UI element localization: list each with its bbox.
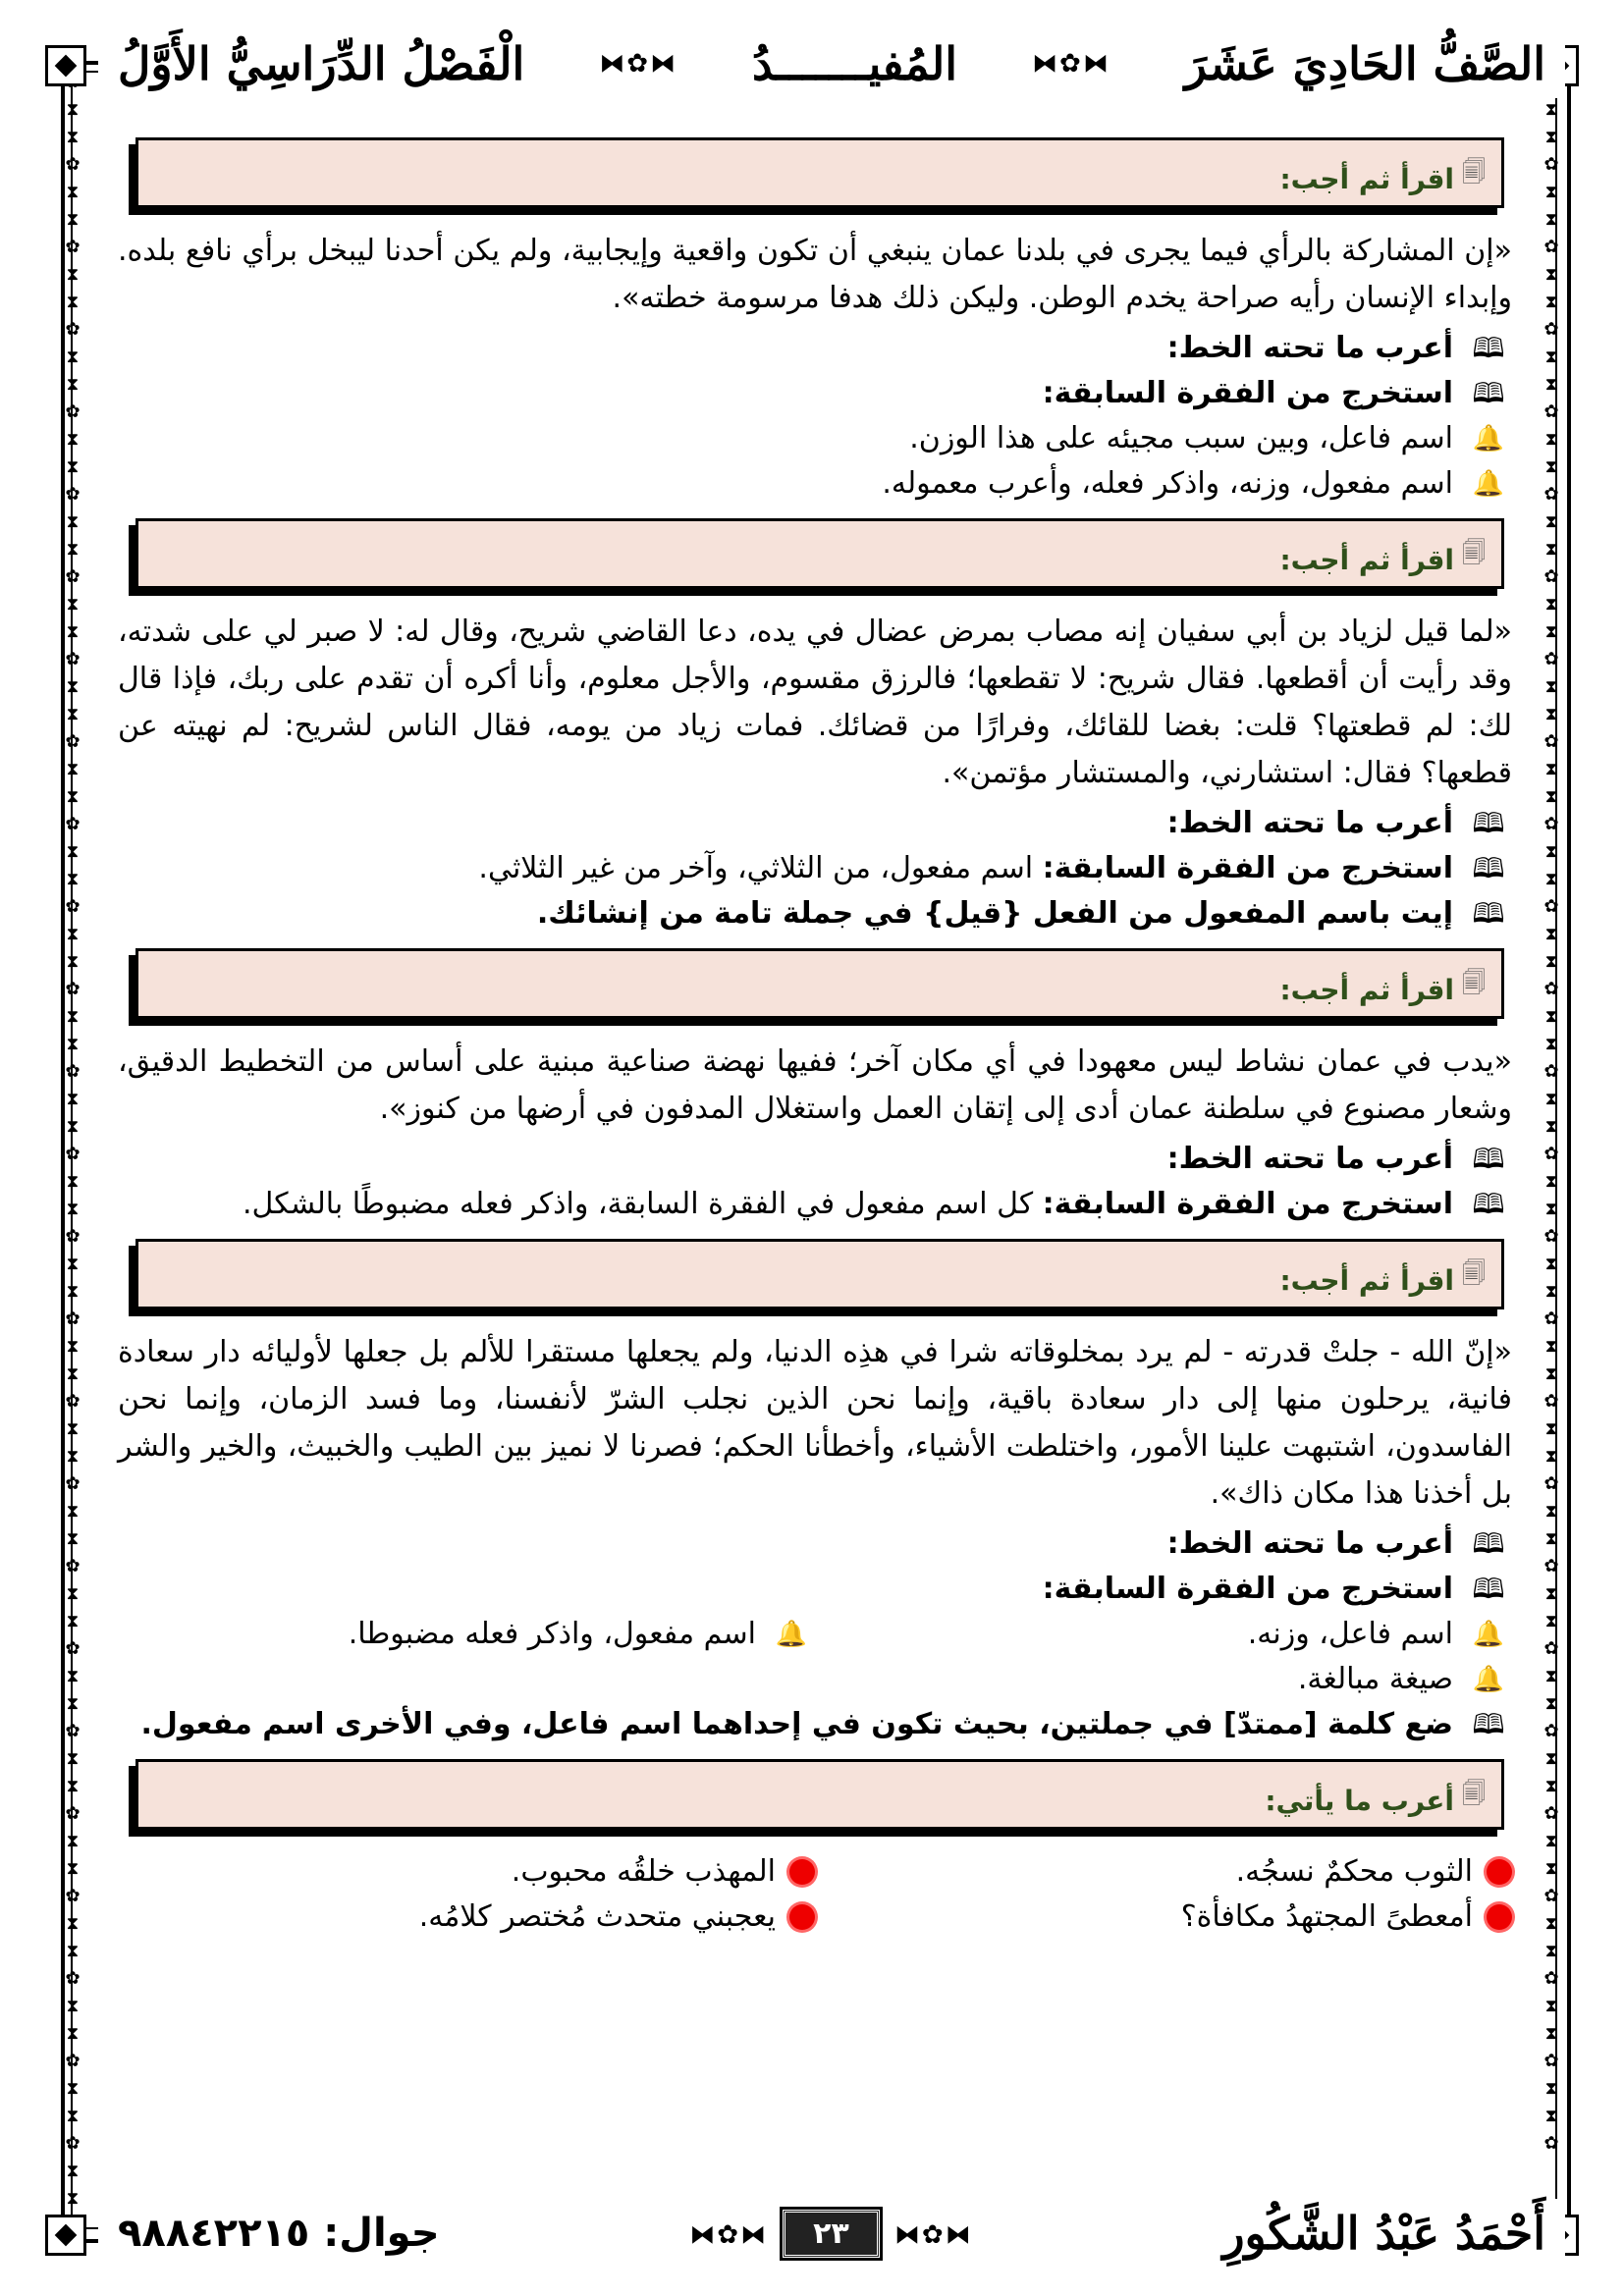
exercise-row	[118, 1895, 1512, 1940]
exercise-item: الثوب محكمٌ نسجُه.	[815, 1849, 1512, 1895]
question: 🕮 استخرج من الفقرة السابقة:	[118, 371, 1512, 416]
sub-question: 🔔 صيغة مبالغة.	[118, 1657, 1512, 1702]
page-header	[98, 29, 1565, 98]
question: 🕮 استخرج من الفقرة السابقة: اسم مفعول، من الثلاثي، وآخر من غير الثلاثي.	[118, 846, 1512, 891]
page-content	[118, 137, 1512, 1940]
question: 🕮 ضع كلمة [ممتدّ] في جملتين، بحيث تكون في إحداهما اسم فاعل، وفي الأخرى اسم مفعول.	[118, 1702, 1512, 1747]
sub-question: 🔔 اسم مفعول، وزنه، واذكر فعله، وأعرب معموله.	[118, 461, 1512, 507]
question: 🕮 استخرج من الفقرة السابقة:	[118, 1567, 1512, 1612]
header-ornament: ⧓✿⧓	[1032, 49, 1110, 79]
page-icon: 🗐	[1462, 1780, 1486, 1807]
book-icon: 🕮	[1472, 1573, 1505, 1605]
page-icon: 🗐	[1462, 158, 1486, 186]
exercise-item: المهذب خلقُه محبوب.	[118, 1849, 815, 1895]
exercise-item: يعجبني متحدث مُختصر كلامُه.	[118, 1895, 815, 1940]
reading-passage: «يدب في عمان نشاط ليس معهودا في أي مكان آخر؛ ففيها نهضة صناعية مبنية على أساس من التخطيط الدقيق، وشعار مصنوع في سلطنة عمان أدى إلى إتقان العمل واستغلال المدفون في أرضها من كنوز».	[118, 1044, 1512, 1126]
exercise-item: أمعطىً المجتهدُ مكافأة؟	[815, 1895, 1512, 1940]
reading-passage: «لما قيل لزياد بن أبي سفيان إنه مصاب بمرض عضال في يده، دعا القاضي شريح، وقال له: لا صبر لي على شدته، وقد رأيت أن أقطعها. فقال شريح: لا تقطعها؛ فالرزق مقسوم، والأجل معلوم، وأنا أكره أن تقدم على ربك، فإذا قال لك: لم قطعتها؟ قلت: بغضا للقائك، وفرارًا من قضائك. فمات زياد من يومه، فقال الناس لشريح: لم نهيته عن قطعها؟ فقال: استشارني، والمستشار مؤتمن».	[118, 614, 1512, 790]
page-icon: 🗐	[1462, 539, 1486, 566]
section-heading-box	[135, 1239, 1504, 1309]
footer-ornament: ⧓✿⧓	[689, 2219, 769, 2250]
sub-question: 🔔 اسم فاعل، وزنه.	[815, 1612, 1512, 1657]
reading-passage: «إنّ الله - جلتْ قدرته - لم يرد بمخلوقاته شرا في هذِه الدنيا، ولم يجعلها مستقرا للألم بل جعلها لأوليائه دار سعادة فانية، يرحلون منها إلى دار سعادة باقية، وإنما نحن الذين نجلب الشرّ لأنفسنا، وما فسد الزمان، وإنما نحن الفاسدون، اشتبهت علينا الأمور، واختلطت الأشياء، وأخطأنا الحكم؛ فصرنا لا نميز بين الطيب والخبيث، والخير والشر بل أخذنا هذا مكان ذاك».	[118, 1335, 1512, 1511]
question: 🕮 أعرب ما تحته الخط:	[118, 326, 1512, 371]
semester-title: الْفَصْلُ الدِّرَاسِيُّ الأَوَّلُ	[118, 37, 525, 90]
page-icon: 🗐	[1462, 1259, 1486, 1287]
footer-ornament: ⧓✿⧓	[893, 2219, 973, 2250]
bell-icon: 🔔	[775, 1620, 808, 1649]
section-heading-box	[135, 1759, 1504, 1830]
book-icon: 🕮	[1472, 1188, 1505, 1220]
book-icon: 🕮	[1472, 897, 1505, 930]
question: 🕮 إيت باسم المفعول من الفعل {قيل} في جملة تامة من إنشائك.	[118, 891, 1512, 936]
red-flower-icon	[1487, 1904, 1512, 1930]
bell-icon: 🔔	[1472, 469, 1505, 499]
corner-ornament	[45, 2215, 86, 2256]
section-heading-box	[135, 137, 1504, 208]
section-heading: أعرب ما يأتي:	[1265, 1785, 1455, 1817]
phone-number: جوال: ٩٨٨٤٢٢١٥	[118, 2211, 440, 2256]
sub-question: 🔔 اسم فاعل، وبين سبب مجيئه على هذا الوزن.	[118, 416, 1512, 461]
page-number: ٢٣	[783, 2210, 880, 2258]
header-ornament: ⧓✿⧓	[599, 49, 678, 79]
page-footer	[98, 2199, 1565, 2268]
section-heading-box	[135, 948, 1504, 1019]
question: 🕮 أعرب ما تحته الخط:	[118, 801, 1512, 846]
section-heading-box	[135, 518, 1504, 589]
page-number-group	[689, 2210, 972, 2258]
book-icon: 🕮	[1472, 377, 1505, 409]
section-heading: اقرأ ثم أجب:	[1279, 163, 1455, 195]
corner-ornament	[45, 45, 86, 86]
book-icon: 🕮	[1472, 852, 1505, 884]
reading-passage: «إن المشاركة بالرأي فيما يجرى في بلدنا عمان ينبغي أن تكون واقعية وإيجابية، ولم يكن أحدنا ليبخل برأي نافع بلده. وإبداء الإنسان رأيه صراحة يخدم الوطن. وليكن ذلك هدفا مرسومة خطته».	[118, 234, 1512, 315]
book-icon: 🕮	[1472, 332, 1505, 364]
book-title: المُفيـــــــدُ	[752, 37, 958, 90]
red-flower-icon	[789, 1904, 815, 1930]
bell-icon: 🔔	[1472, 424, 1505, 454]
grade-title: الصَّفُّ الحَادِيَ عَشَرَ	[1184, 37, 1545, 90]
question: 🕮 أعرب ما تحته الخط:	[118, 1137, 1512, 1182]
decorative-border-right: ⧗ ⧗ ✿ ⧗ ⧗ ✿ ⧗ ⧗ ✿ ⧗ ⧗ ✿ ⧗ ⧗ ✿ ⧗ ⧗ ✿ ⧗ ⧗ ✿ ⧗ ⧗ ✿ ⧗ ⧗ ✿ ⧗ ⧗ ✿ ⧗ ⧗ ✿ ⧗ ⧗ ✿ ⧗ ⧗ ✿ ⧗ ⧗ ✿ ⧗ ⧗ ✿ ⧗ ⧗ ✿ ⧗ ⧗ ✿ ⧗ ⧗ ✿ ⧗ ⧗ ✿ ⧗ ⧗ ✿ ⧗ ⧗ ✿ ⧗ ⧗ ✿ ⧗ ⧗ ✿ ⧗ ⧗ ✿ ⧗ ⧗ ✿	[1543, 99, 1559, 2154]
exercise-row	[118, 1849, 1512, 1895]
decorative-border-left: ⧗ ⧗ ✿ ⧗ ⧗ ✿ ⧗ ⧗ ✿ ⧗ ⧗ ✿ ⧗ ⧗ ✿ ⧗ ⧗ ✿ ⧗ ⧗ ✿ ⧗ ⧗ ✿ ⧗ ⧗ ✿ ⧗ ⧗ ✿ ⧗ ⧗ ✿ ⧗ ⧗ ✿ ⧗ ⧗ ✿ ⧗ ⧗ ✿ ⧗ ⧗ ✿ ⧗ ⧗ ✿ ⧗ ⧗ ✿ ⧗ ⧗ ✿ ⧗ ⧗ ✿ ⧗ ⧗ ✿ ⧗ ⧗ ✿ ⧗ ⧗ ✿ ⧗ ⧗ ✿ ⧗ ⧗ ✿ ⧗ ⧗ ✿ ⧗ ⧗	[65, 99, 81, 2209]
book-icon: 🕮	[1472, 1527, 1505, 1560]
section-heading: اقرأ ثم أجب:	[1279, 974, 1455, 1006]
book-icon: 🕮	[1472, 1708, 1505, 1740]
red-flower-icon	[789, 1859, 815, 1885]
section-heading: اقرأ ثم أجب:	[1279, 1264, 1455, 1297]
sub-question-row	[118, 1612, 1512, 1657]
bell-icon: 🔔	[1472, 1665, 1505, 1694]
page-icon: 🗐	[1462, 969, 1486, 996]
question: 🕮 استخرج من الفقرة السابقة: كل اسم مفعول في الفقرة السابقة، واذكر فعله مضبوطًا بالشكل.	[118, 1182, 1512, 1227]
author-name: أَحْمَدُ عَبْدُ الشَّكُورِ	[1222, 2207, 1545, 2260]
sub-question: 🔔 اسم مفعول، واذكر فعله مضبوطا.	[118, 1612, 815, 1657]
section-heading: اقرأ ثم أجب:	[1279, 544, 1455, 576]
book-icon: 🕮	[1472, 807, 1505, 839]
question: 🕮 أعرب ما تحته الخط:	[118, 1522, 1512, 1567]
book-icon: 🕮	[1472, 1143, 1505, 1175]
bell-icon: 🔔	[1472, 1620, 1505, 1649]
red-flower-icon	[1487, 1859, 1512, 1885]
